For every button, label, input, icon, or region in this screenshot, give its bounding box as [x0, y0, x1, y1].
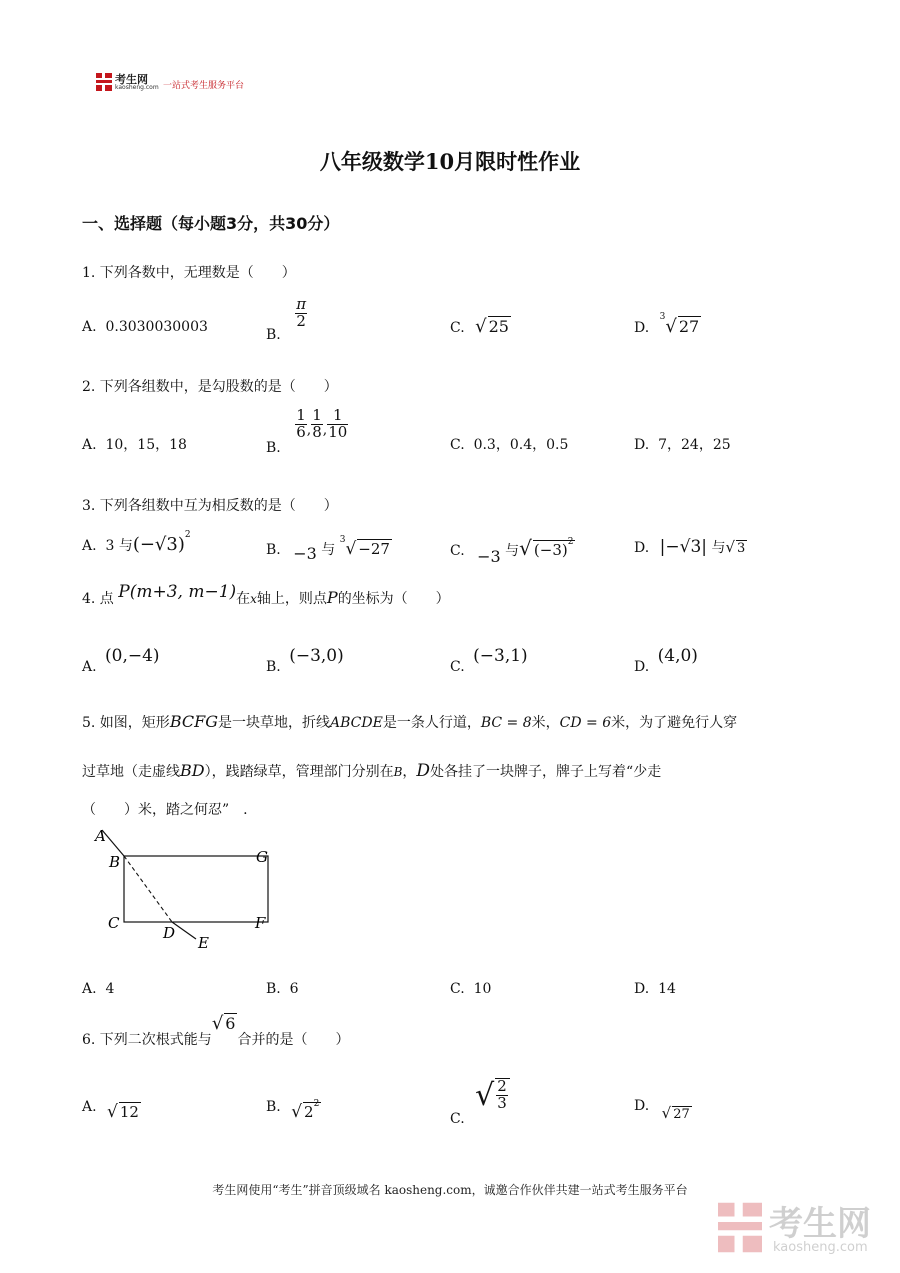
q2-option-a[interactable]: A. 10，15，18: [82, 437, 187, 453]
q4-option-d[interactable]: D. (4,0): [634, 646, 698, 675]
q6-option-b[interactable]: B. √ $2^2$: [266, 1099, 320, 1122]
question-4-stem: 4. 点 P(m+3, m−1)在x轴上，则点P的坐标为（ ）: [82, 582, 450, 607]
rectangle-bcfg: [124, 856, 268, 922]
q6-option-c[interactable]: C. √ $\frac{2}{3}$: [450, 1072, 510, 1112]
q3-option-a[interactable]: A. 3 与$(-√3)^2$: [82, 530, 191, 555]
q5-option-b[interactable]: B. 6: [266, 981, 299, 997]
question-5-line-2: 过草地（走虚线BD），践踏绿草，管理部门分别在B，D处各挂了一块牌子，牌子上写着“少走: [82, 761, 662, 781]
q1-option-d[interactable]: D. $^3$√ 27: [634, 312, 700, 337]
q2-option-c[interactable]: C. 0.3，0.4，0.5: [450, 437, 569, 453]
section-heading: 一、选择题（每小题3分，共30分）: [82, 214, 340, 233]
q4-option-b[interactable]: B. (−3,0): [266, 646, 344, 675]
logo-domain: kaosheng.com: [115, 84, 159, 91]
question-5-line-1: 5. 如图，矩形BCFG是一块草地，折线ABCDE是一条人行道，BC = 8米，CD = 6米，为了避免行人穿: [82, 712, 738, 731]
question-6-stem: 6. 下列二次根式能与√ 6合并的是（ ）: [82, 1013, 350, 1048]
q4-option-c[interactable]: C. (−3,1): [450, 646, 528, 675]
q6-option-d[interactable]: D. √ 27: [634, 1098, 690, 1122]
label-g: G: [256, 848, 268, 866]
q1-option-a[interactable]: A. 0.3030030003: [82, 319, 208, 335]
q2-option-b[interactable]: B. $\frac{1}{6}$ , $\frac{1}{8}$ , $\frac{1}{10}$: [266, 406, 348, 457]
logo-slogan: 一站式考生服务平台: [163, 81, 245, 91]
label-c: C: [108, 914, 120, 932]
question-2-stem: 2. 下列各组数中，是勾股数的是（ ）: [82, 379, 338, 395]
path-segment-de: [172, 922, 196, 939]
label-a: A: [95, 827, 106, 845]
q5-rectangle-figure: [92, 824, 292, 954]
q6-option-a[interactable]: A. √ 12: [82, 1099, 139, 1122]
label-d: D: [163, 924, 176, 942]
dashed-line-bd: [124, 856, 172, 922]
header-logo[interactable]: [95, 72, 255, 94]
q1-option-c[interactable]: C. √ 25: [450, 316, 509, 337]
q5-option-d[interactable]: D. 14: [634, 981, 676, 997]
q3-option-b[interactable]: B. −3 与 $^3$√ −27: [266, 535, 390, 563]
question-5-line-3: （ ）米，踏之何忍” .: [82, 802, 248, 818]
label-f: F: [255, 914, 266, 932]
q4-option-a[interactable]: A. (0,−4): [82, 646, 160, 675]
page-title: 八年级数学10月限时性作业: [319, 149, 581, 174]
question-3-stem: 3. 下列各组数中互为相反数的是（ ）: [82, 498, 338, 514]
label-e: E: [198, 934, 209, 952]
q1-option-b[interactable]: B. $\frac{\pi}{2}$: [266, 295, 307, 344]
watermark-logo: [715, 1196, 885, 1258]
q1-b-fraction: $\frac{\pi}{2}$: [296, 295, 307, 330]
watermark-name: 考生网: [769, 1204, 871, 1244]
q3-option-c[interactable]: C. −3 与√ $(-3)^2$: [450, 536, 574, 566]
watermark-domain: kaosheng.com: [773, 1240, 868, 1255]
question-1-stem: 1. 下列各数中，无理数是（ ）: [82, 265, 296, 281]
q5-option-c[interactable]: C. 10: [450, 981, 492, 997]
q3-option-d[interactable]: D. |−√3| 与√ 3: [634, 537, 746, 557]
watermark-logo-icon: [715, 1200, 765, 1255]
q2-option-d[interactable]: D. 7，24，25: [634, 437, 731, 453]
label-b: B: [109, 853, 121, 871]
logo-name: 考生网: [115, 73, 148, 86]
kaosheng-logo-icon: [95, 72, 113, 92]
page-footer: 考生网使用“考生”拼音顶级域名 kaosheng.com，诚邀合作伙伴共建一站式考生服务平台: [212, 1183, 688, 1197]
q5-option-a[interactable]: A. 4: [82, 981, 115, 997]
